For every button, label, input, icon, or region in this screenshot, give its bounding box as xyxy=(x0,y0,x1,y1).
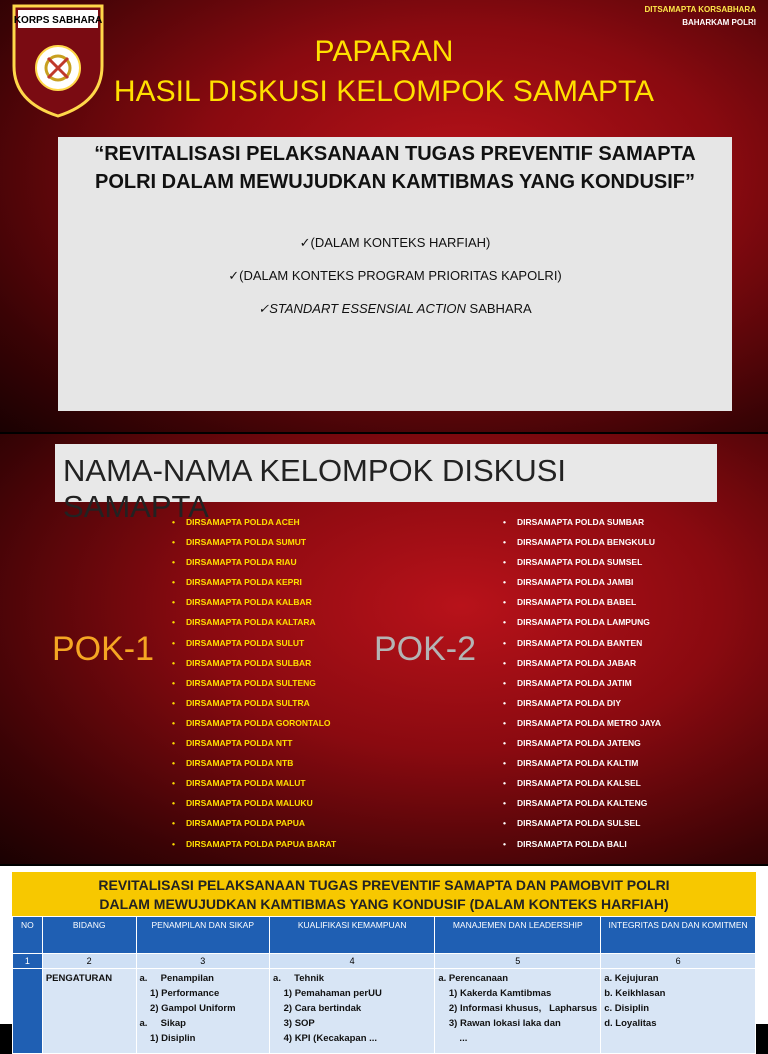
quote-line-2: POLRI DALAM MEWUJUDKAN KAMTIBMAS YANG KONDUSIF” xyxy=(95,171,695,193)
group-member-item: • DIRSAMAPTA POLDA SULTRA xyxy=(172,693,336,713)
group-member-item: • DIRSAMAPTA POLDA KALBAR xyxy=(172,592,336,612)
group-member-item: • DIRSAMAPTA POLDA KALTENG xyxy=(503,793,661,813)
group-member-item: • DIRSAMAPTA POLDA KALSEL xyxy=(503,773,661,793)
group-member-item: • DIRSAMAPTA POLDA KALTIM xyxy=(503,753,661,773)
group-member-item: • DIRSAMAPTA POLDA SULSEL xyxy=(503,813,661,833)
groups-title: NAMA-NAMA KELOMPOK DISKUSI SAMAPTA xyxy=(63,453,566,524)
cell-line: d. Loyalitas xyxy=(604,1018,657,1029)
cell-line: 2) Cara bertindak xyxy=(273,1003,362,1014)
column-header: NO xyxy=(13,917,43,954)
cell-line: ... xyxy=(438,1033,468,1044)
check-item-1: ✓(DALAM KONTEKS HARFIAH) xyxy=(299,235,491,250)
group-member-item: • DIRSAMAPTA POLDA KALTARA xyxy=(172,612,336,632)
pok2-list xyxy=(503,512,661,854)
group-member-item: • DIRSAMAPTA POLDA NTB xyxy=(172,753,336,773)
group-member-item: • DIRSAMAPTA POLDA SUMSEL xyxy=(503,552,661,572)
column-header: KUALIFIKASI KEMAMPUAN xyxy=(270,917,435,954)
corner-line-2: BAHARKAM POLRI xyxy=(682,18,756,27)
pok2-label: POK-2 xyxy=(374,630,477,668)
title-line-2: HASIL DISKUSI KELOMPOK SAMAPTA xyxy=(113,75,655,108)
group-member-item: • DIRSAMAPTA POLDA PAPUA BARAT xyxy=(172,834,336,854)
cell-line: a. Sikap xyxy=(139,1018,186,1029)
quote-line-1: “REVITALISASI PELAKSANAAN TUGAS PREVENTIF SAMAPTA xyxy=(94,143,696,165)
check-item-3-italic: ✓STANDART ESSENSIAL ACTION xyxy=(258,301,466,316)
table-cell-bidang: PENGATURAN xyxy=(42,969,136,1054)
header-line-2: DALAM MEWUJUDKAN KAMTIBMAS YANG KONDUSIF (DALAM KONTEKS HARFIAH) xyxy=(99,896,669,912)
svg-text:KORPS SABHARA: KORPS SABHARA xyxy=(13,15,103,26)
group-member-item: • DIRSAMAPTA POLDA ACEH xyxy=(172,512,336,532)
cell-line: a. Penampilan xyxy=(139,973,214,984)
slide-title-text xyxy=(0,32,768,112)
group-member-item: • DIRSAMAPTA POLDA JABAR xyxy=(503,653,661,673)
topic-box xyxy=(58,137,732,411)
cell-line: 2) Gampol Uniform xyxy=(139,1003,236,1014)
corner-line-1: DITSAMAPTA KORSABHARA xyxy=(644,5,756,14)
check-item-2: ✓(DALAM KONTEKS PROGRAM PRIORITAS KAPOLRI) xyxy=(228,268,562,283)
cell-line: 1) Disiplin xyxy=(139,1033,196,1044)
slide-table xyxy=(0,866,768,1044)
group-member-item: • DIRSAMAPTA POLDA JATENG xyxy=(503,733,661,753)
table-row xyxy=(13,969,756,1054)
group-member-item: • DIRSAMAPTA POLDA RIAU xyxy=(172,552,336,572)
column-number-row xyxy=(13,954,756,969)
group-member-item: • DIRSAMAPTA POLDA JAMBI xyxy=(503,572,661,592)
table-cell-integritas xyxy=(601,969,756,1054)
check-item-3 xyxy=(58,301,732,317)
group-member-item: • DIRSAMAPTA POLDA SULUT xyxy=(172,633,336,653)
column-header: MANAJEMEN DAN LEADERSHIP xyxy=(435,917,601,954)
group-member-item: • DIRSAMAPTA POLDA PAPUA xyxy=(172,813,336,833)
group-member-item: • DIRSAMAPTA POLDA SUMBAR xyxy=(503,512,661,532)
pok1-label: POK-1 xyxy=(52,630,155,668)
column-number: 2 xyxy=(42,954,136,969)
column-header: BIDANG xyxy=(42,917,136,954)
group-member-item: • DIRSAMAPTA POLDA METRO JAYA xyxy=(503,713,661,733)
column-number: 4 xyxy=(270,954,435,969)
check-item-3-rest: SABHARA xyxy=(465,301,532,316)
group-member-item: • DIRSAMAPTA POLDA MALUKU xyxy=(172,793,336,813)
group-member-item: • DIRSAMAPTA POLDA SULTENG xyxy=(172,673,336,693)
cell-line: a. Tehnik xyxy=(273,973,325,984)
group-member-item: • DIRSAMAPTA POLDA GORONTALO xyxy=(172,713,336,733)
column-header: PENAMPILAN DAN SIKAP xyxy=(136,917,270,954)
cell-line: a. Kejujuran xyxy=(604,973,659,984)
cell-line: a. Perencanaan xyxy=(438,973,509,984)
table-cell-kualifikasi xyxy=(270,969,435,1054)
table-cell-no xyxy=(13,969,43,1054)
cell-line: 4) KPI (Kecakapan ... xyxy=(273,1033,378,1044)
cell-line: c. Disiplin xyxy=(604,1003,650,1014)
cell-line: 1) Pemahaman perUU xyxy=(273,988,382,999)
group-member-item: • DIRSAMAPTA POLDA LAMPUNG xyxy=(503,612,661,632)
topic-quote xyxy=(58,140,732,196)
group-member-item: • DIRSAMAPTA POLDA BENGKULU xyxy=(503,532,661,552)
header-line-1: REVITALISASI PELAKSANAAN TUGAS PREVENTIF SAMAPTA DAN PAMOBVIT POLRI xyxy=(98,877,670,893)
cell-line: 1) Performance xyxy=(139,988,220,999)
cell-line: b. Keikhlasan xyxy=(604,988,666,999)
group-member-item: • DIRSAMAPTA POLDA SULBAR xyxy=(172,653,336,673)
column-number: 3 xyxy=(136,954,270,969)
slide-groups xyxy=(0,434,768,864)
cell-line: 3) SOP xyxy=(273,1018,315,1029)
group-member-item: • DIRSAMAPTA POLDA KEPRI xyxy=(172,572,336,592)
table-cell-penampilan xyxy=(136,969,270,1054)
group-member-item: • DIRSAMAPTA POLDA BALI xyxy=(503,834,661,854)
table-header-row xyxy=(13,917,756,954)
group-member-item: • DIRSAMAPTA POLDA BANTEN xyxy=(503,633,661,653)
group-member-item: • DIRSAMAPTA POLDA NTT xyxy=(172,733,336,753)
column-number: 1 xyxy=(13,954,43,969)
cell-line: 1) Kakerda Kamtibmas xyxy=(438,988,552,999)
slide-title xyxy=(0,0,768,432)
group-member-item: • DIRSAMAPTA POLDA JATIM xyxy=(503,673,661,693)
group-member-item: • DIRSAMAPTA POLDA SUMUT xyxy=(172,532,336,552)
column-number: 6 xyxy=(601,954,756,969)
pok1-list xyxy=(172,512,336,854)
matrix-table xyxy=(12,916,756,1054)
column-header: INTEGRITAS DAN DAN KOMITMEN xyxy=(601,917,756,954)
column-number: 5 xyxy=(435,954,601,969)
cell-line: 3) Rawan lokasi laka dan xyxy=(438,1018,561,1029)
cell-line: 2) Informasi khusus, Lapharsus xyxy=(438,1003,598,1014)
table-header-banner xyxy=(12,872,756,916)
table-cell-manajemen xyxy=(435,969,601,1054)
group-member-item: • DIRSAMAPTA POLDA MALUT xyxy=(172,773,336,793)
title-line-1: PAPARAN xyxy=(314,35,454,68)
group-member-item: • DIRSAMAPTA POLDA DIY xyxy=(503,693,661,713)
corner-label xyxy=(644,3,756,29)
group-member-item: • DIRSAMAPTA POLDA BABEL xyxy=(503,592,661,612)
